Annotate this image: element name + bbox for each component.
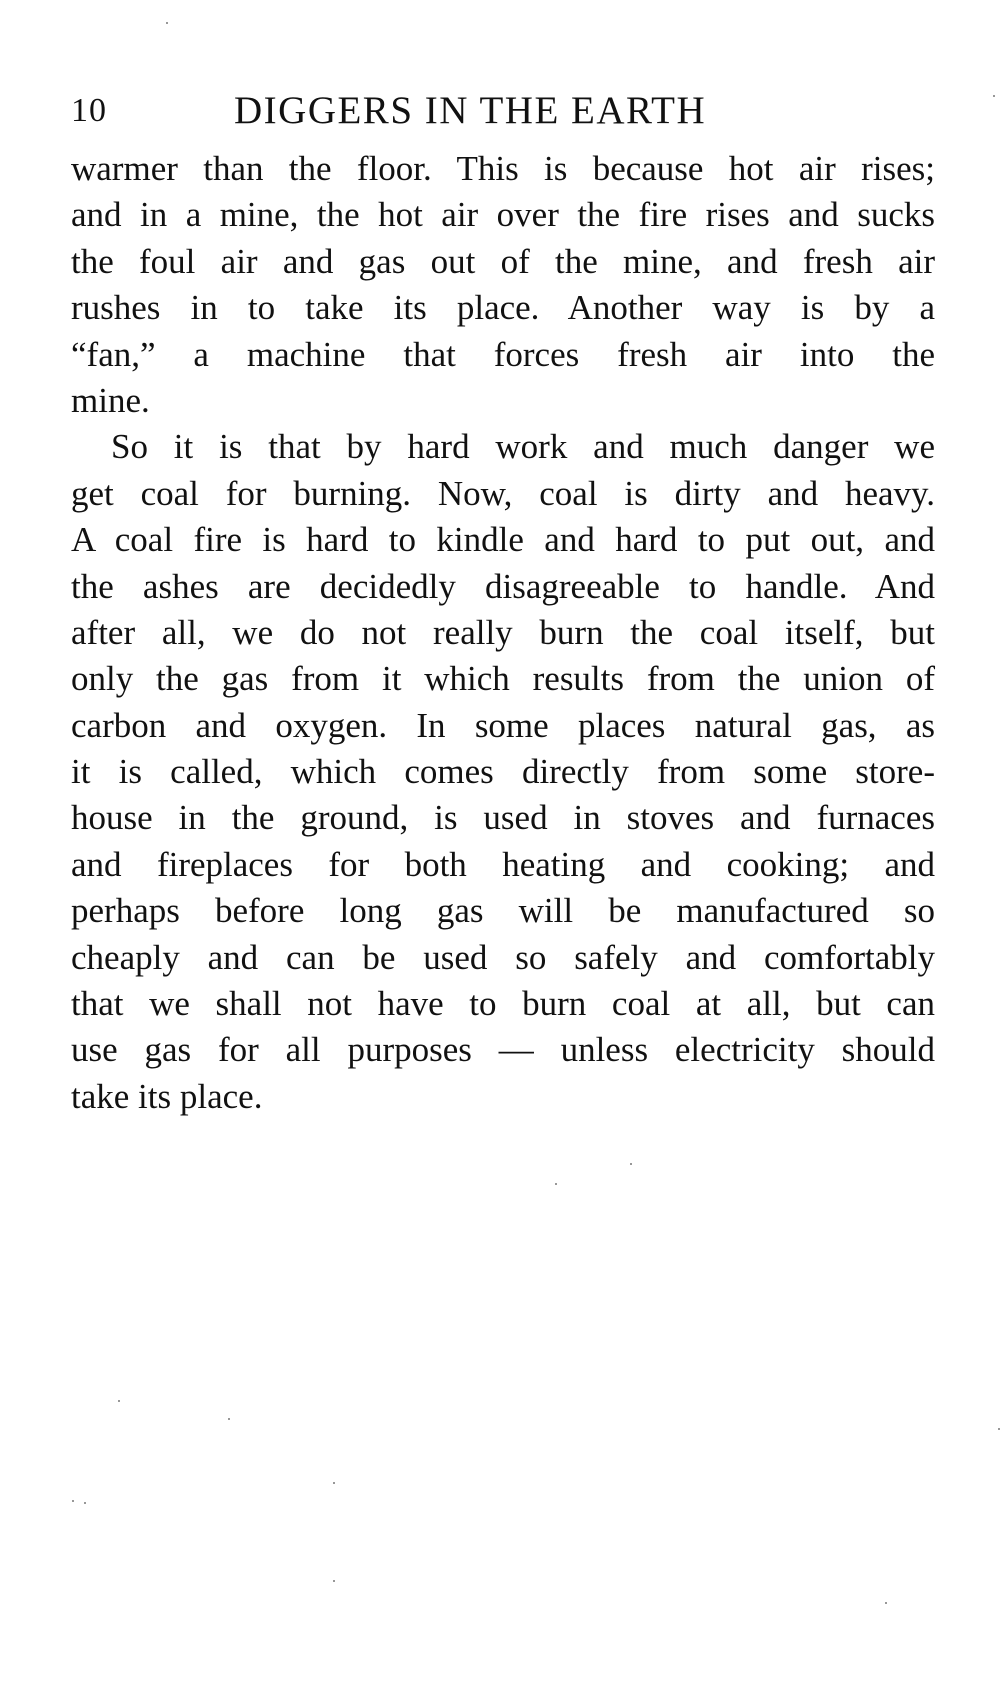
text-line: and in a mine, the hot air over the fire rises and sucks: [71, 195, 935, 235]
page-number: 10: [71, 92, 107, 129]
text-line: rushes in to take its place. Another way is by a: [71, 288, 935, 328]
scan-speck: [118, 1400, 120, 1402]
text-line: the ashes are decidedly disagreeable to handle. And: [71, 566, 935, 606]
text-line: after all, we do not really burn the coal itself, but: [71, 612, 935, 652]
text-line: get coal for burning. Now, coal is dirty and heavy.: [71, 473, 935, 513]
text-line: the foul air and gas out of the mine, and fresh air: [71, 241, 935, 281]
scan-speck: [228, 1418, 230, 1420]
scan-speck: [333, 1580, 335, 1582]
text-line: cheaply and can be used so safely and comfortably: [71, 937, 935, 977]
scan-speck: [72, 1500, 74, 1502]
text-line: carbon and oxygen. In some places natural gas, as: [71, 705, 935, 745]
text-line: A coal fire is hard to kindle and hard to put out, and: [71, 520, 935, 560]
text-line: and fireplaces for both heating and cooking; and: [71, 844, 935, 884]
text-line: So it is that by hard work and much danger we: [111, 427, 935, 467]
text-line: perhaps before long gas will be manufactured so: [71, 891, 935, 931]
text-line: that we shall not have to burn coal at all, but can: [71, 984, 935, 1024]
text-line: “fan,” a machine that forces fresh air into the: [71, 334, 935, 374]
running-head: [71, 86, 941, 136]
scan-speck: [555, 1183, 557, 1185]
text-line: it is called, which comes directly from some store-: [71, 752, 935, 792]
text-line: mine.: [71, 380, 150, 420]
text-line: take its place.: [71, 1076, 263, 1116]
scan-speck: [333, 1482, 335, 1484]
text-line: use gas for all purposes — unless electricity should: [71, 1030, 935, 1070]
scan-speck: [630, 1163, 632, 1165]
scan-speck: [993, 95, 995, 97]
running-title: DIGGERS IN THE EARTH: [234, 89, 707, 132]
text-line: warmer than the floor. This is because hot air rises;: [71, 149, 935, 188]
text-line: house in the ground, is used in stoves and furnaces: [71, 798, 935, 838]
paragraph-2: [71, 424, 935, 1120]
body-text: [71, 146, 935, 1120]
text-line: only the gas from it which results from the union of: [71, 659, 935, 699]
paragraph-1: [71, 146, 935, 424]
scan-speck: [885, 1602, 887, 1604]
scan-speck: [166, 22, 168, 24]
scan-speck: [84, 1502, 86, 1504]
